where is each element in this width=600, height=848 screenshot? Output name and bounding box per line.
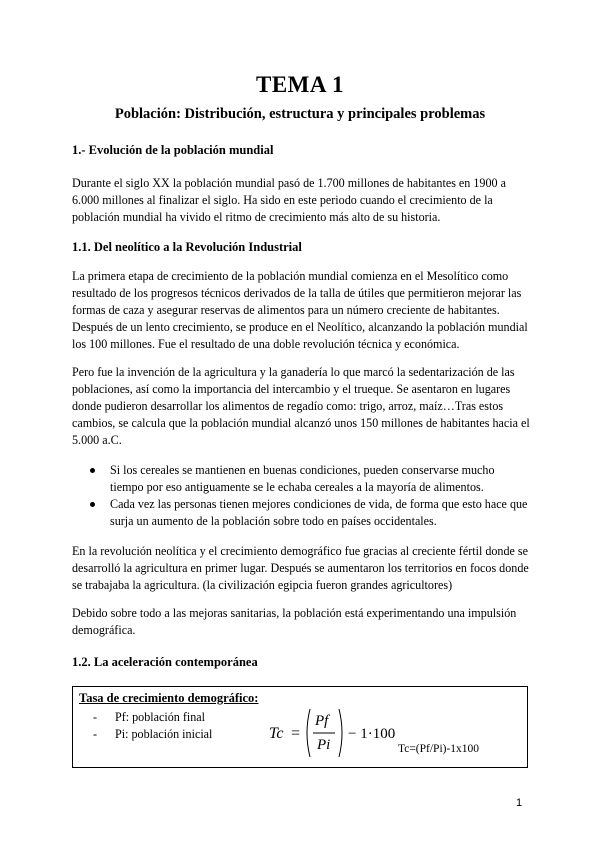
section-heading-1-1: 1.1. Del neolítico a la Revolución Industrial [72,240,302,254]
formula-box-title: Tasa de crecimiento demográfico: [79,691,259,705]
page-subtitle: Población: Distribución, estructura y principales problemas [114,106,486,122]
list-item [72,496,530,530]
bullet-icon [90,502,95,507]
growth-rate-formula [269,705,399,761]
page-number: 1 [516,797,523,809]
formula-tail: − 1·100 [348,726,396,742]
bullet-icon [90,468,95,473]
formula-lhs: Tc [269,725,284,742]
right-paren-icon [339,709,342,757]
section-heading-1-2: 1.2. La aceleración contemporánea [72,655,258,669]
formula-box [72,686,528,768]
formula-plain-text: Tc=(Pf/Pi)-1x100 [398,743,480,755]
formula-equals: = [291,725,301,742]
bullet-list [72,462,530,530]
section-1-1-paragraph-3: En la revolución neolítica y el crecimiento demográfico fue gracias al creciente fértil donde se desarrolló la agricultura en primer lugar. Después se aumentaron los territorios en focos donde se trabajaba la agricultura. (la civilización egipcia fueron grandes agricultores) [72,544,529,592]
formula-numerator: Pf [315,713,329,729]
list-item [72,462,530,496]
section-1-1-paragraph-4: Debido sobre todo a las mejoras sanitarias, la población está experimentando una impulsión demográfica. [72,606,517,637]
bullet-text: Cada vez las personas tienen mejores condiciones de vida, de forma que esto hace que surja un aumento de la población sobre todo en países occidentales. [110,497,528,528]
left-paren-icon [307,709,310,757]
section-1-1-paragraph-2: Pero fue la invención de la agricultura y la ganadería lo que marcó la sedentarización de las poblaciones, así como la importancia del intercambio y el trueque. Se asentaron en lugares donde pudieron desarrollar los alimentos de regadío como: trigo, arroz, maíz…Tras estos cambios, se calcula que la población mundial alcanzó unos 150 millones de habitantes hacia el 5.000 a.C. [72,365,530,447]
section-heading-1: 1.- Evolución de la población mundial [72,143,274,157]
definition-item-pi: - Pi: población inicial [93,727,213,741]
formula-denominator: Pi [317,737,331,753]
page-title: TEMA 1 [256,72,344,97]
section-1-paragraph: Durante el siglo XX la población mundial pasó de 1.700 millones de habitantes en 1900 a 6.000 millones al finalizar el siglo. Ha sido en este periodo cuando el crecimiento de la población mundial ha vivido el ritmo de crecimiento más alto de su historia. [72,176,506,224]
section-1-1-paragraph-1: La primera etapa de crecimiento de la población mundial comienza en el Mesolítico como resultado de los progresos técnicos derivados de la talla de útiles que permitieron mejorar las formas de caza y asegurar reservas de alimentos para un número creciente de habitantes. Después de un lento crecimiento, se produce en el Neolítico, alcanzando la población mundial los 100 millones. Fue el resultado de una doble revolución técnica y económica. [72,269,528,351]
definition-item-pf: - Pf: población final [93,710,206,724]
bullet-text: Si los cereales se mantienen en buenas condiciones, pueden conservarse mucho tiempo por eso antiguamente se le echaba cereales a la mayoría de alimentos. [110,463,495,494]
